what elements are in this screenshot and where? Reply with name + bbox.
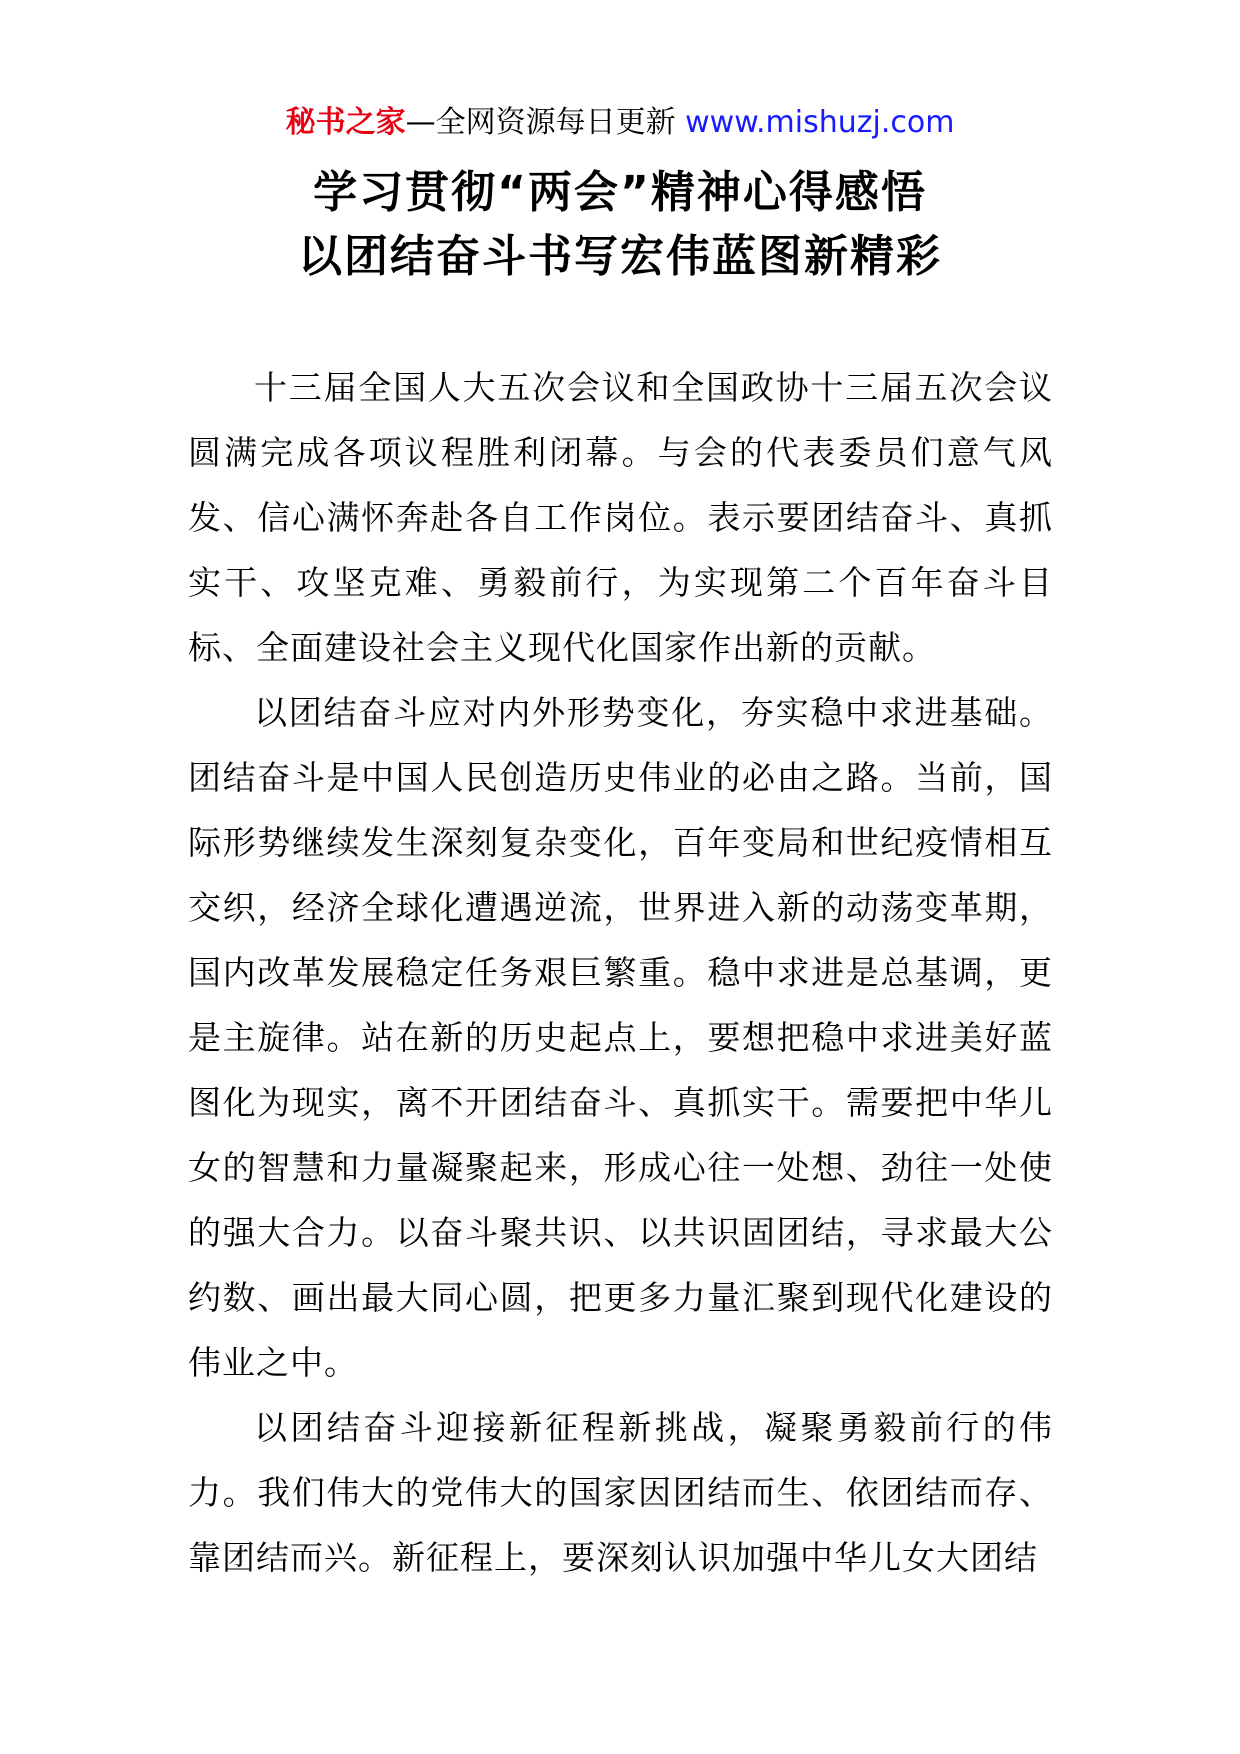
document-title-line-2: 以团结奋斗书写宏伟蓝图新精彩 — [298, 231, 942, 282]
site-header — [0, 98, 1240, 148]
header-tagline: —全网资源每日更新 — [405, 105, 686, 140]
paragraph-2: 以团结奋斗应对内外形势变化，夯实稳中求进基础。团结奋斗是中国人民创造历史伟业的必由之路。当前，国际形势继续发生深刻复杂变化，百年变局和世纪疫情相互交织，经济全球化遭遇逆流，世界进入新的动荡变革期，国内改革发展稳定任务艰巨繁重。稳中求进是总基调，更是主旋律。站在新的历史起点上，要想把稳中求进美好蓝图化为现实，离不开团结奋斗、真抓实干。需要把中华儿女的智慧和力量凝聚起来，形成心往一处想、劲往一处使的强大合力。以奋斗聚共识、以共识固团结，寻求最大公约数、画出最大同心圆，把更多力量汇聚到现代化建设的伟业之中。 — [188, 693, 1053, 1382]
document-body — [188, 355, 1053, 1590]
brand-name: 秘书之家 — [285, 105, 406, 140]
paragraph-1: 十三届全国人大五次会议和全国政协十三届五次会议圆满完成各项议程胜利闭幕。与会的代表委员们意气风发、信心满怀奔赴各自工作岗位。表示要团结奋斗、真抓实干、攻坚克难、勇毅前行，为实现第二个百年奋斗目标、全面建设社会主义现代化国家作出新的贡献。 — [188, 368, 1053, 667]
document-title-line-1: 学习贯彻“两会”精神心得感悟 — [313, 167, 927, 218]
paragraph-3: 以团结奋斗迎接新征程新挑战，凝聚勇毅前行的伟力。我们伟大的党伟大的国家因团结而生、依团结而存、靠团结而兴。新征程上，要深刻认识加强中华儿女大团结 — [188, 1408, 1053, 1577]
site-url-link[interactable]: www.mishuzj.com — [685, 105, 955, 140]
